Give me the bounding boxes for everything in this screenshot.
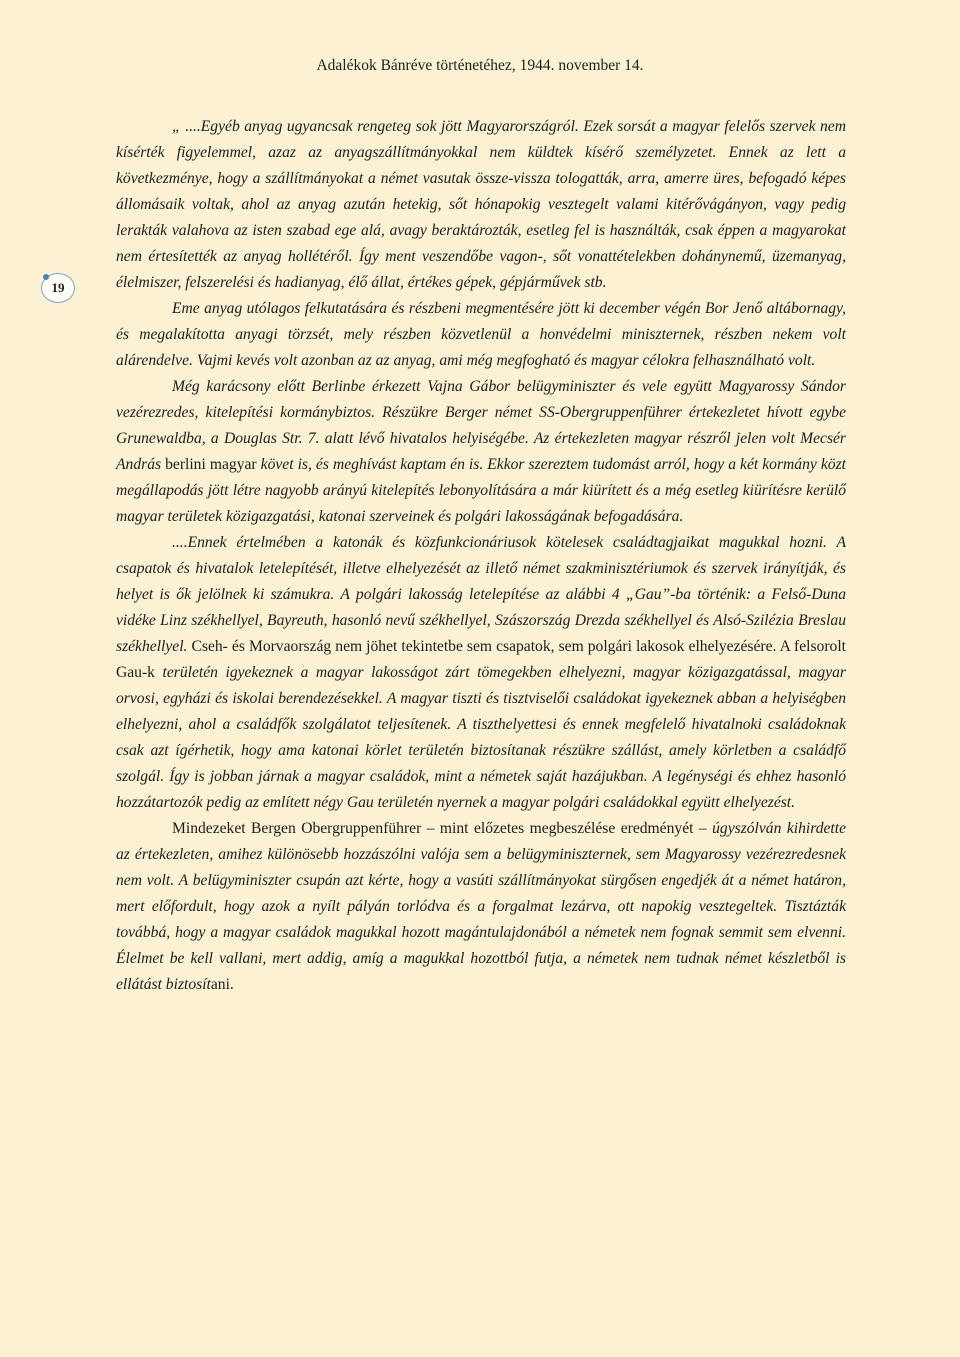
text-run: követ is, és meghívást kaptam én is. Ekkor szereztem tudomást arról, hogy a két kormány közt megállapodás jött létre nagyobb arányú kitelepítés lebonyolítására a már kiürített és a még esetleg kiürítésre kerülő magyar területek közigazgatási, katonai szerveinek és polgári lakosságának befogadására. bbox=[116, 456, 846, 525]
paragraph bbox=[116, 296, 846, 374]
text-run: Mindezeket Bergen Obergruppenführer – mint előzetes megbeszélése eredményét – bbox=[172, 820, 713, 837]
text-run: Még karácsony előtt Berlinbe érkezett Vajna Gábor belügyminiszter és vele együtt Magyarossy Sándor vezérezredes, kitelepítési kormánybiztos. Részükre Berger német SS-Obergruppenführer értekezletet hívott egybe Grunewaldba, a Douglas Str. 7. alatt lévő hivatalos helyiségébe. Az értekezleten magyar részről jelen volt Mecsér András bbox=[116, 378, 846, 473]
text-run: berlini magyar bbox=[161, 456, 261, 473]
paragraph bbox=[116, 816, 846, 998]
page-number: 19 bbox=[51, 280, 65, 295]
text-run: Eme anyag utólagos felkutatására és részbeni megmentésére jött ki december végén Bor Jenő altábornagy, és megalakította anyagi törzsét, mely részben közvetlenül a honvédelmi miniszternek, részben nekem volt alárendelve. Vajmi kevés volt azonban az az anyag, ami még megfogható és magyar célokra felhasználható volt. bbox=[116, 300, 846, 369]
bullet-dot-icon bbox=[43, 274, 49, 280]
text-run: ani. bbox=[210, 976, 234, 993]
text-run: „ ....Egyéb anyag ugyancsak rengeteg sok jött Magyarországról. Ezek sorsát a magyar felelős szervek nem kísérték figyelemmel, azaz az anyagszállítmányokkal nem küldtek kísérő személyzetet. Ennek az lett a következménye, hogy a szállítmányokat a német vasutak össze-vissza tologatták, arra, amerre üres, befogadó képes állomásaik voltak, ahol az anyag azután hetekig, sőt hónapokig vesztegelt valami kitérővágányon, vagy pedig lerakták valahova az isten szabad ege alá, avagy beraktározták, esetleg fel is használták, csak éppen a magyarokat nem értesítették az anyag hollétéről. Így ment veszendőbe vagon-, sőt vonattételekben dohánynemű, üzemanyag, élelmiszer, felszerelési és hadianyag, élő állat, értékes gépek, gépjárművek stb. bbox=[116, 118, 846, 291]
page-number-badge bbox=[41, 273, 75, 303]
paragraph bbox=[116, 374, 846, 530]
running-header: Adalékok Bánréve történetéhez, 1944. november 14. bbox=[316, 57, 644, 74]
text-run: területén igyekeznek a magyar lakosságot zárt tömegekben elhelyezni, magyar közigazgatással, magyar orvosi, egyházi és iskolai berendezésekkel. A magyar tiszti és tisztviselői családokat igyekeznek abban a helyiségben elhelyezni, ahol a családfők szolgálatot teljesítenek. A tiszthelyettesi és ennek megfelelő hivatalnoki családoknak csak azt ígérhetik, hogy ama katonai körlet területén biztosítanak részükre szállást, amely körletben a családfő szolgál. Így is jobban járnak a magyar családok, mint a németek saját hazájukban. A legénységi és ehhez hasonló hozzátartozók pedig az említett négy Gau területén nyernek a magyar polgári családokkal együtt elhelyezést. bbox=[116, 664, 846, 811]
paragraph bbox=[116, 114, 846, 296]
text-run: ....Ennek értelmében a katonák és közfunkcionáriusok kötelesek családtagjaikat magukkal hozni. A csapatok és hivatalok letelepítését, illetve elhelyezését az illető német szakminisztériumok és szervek irányítják, és helyet is ők jelölnek ki számukra. A polgári lakosság letelepítése az alábbi 4 „Gau”-ba történik: a Felső-Duna vidéke Linz székhellyel, Bayreuth, hasonló nevű székhellyel, Szászország Drezda székhellyel és Alsó-Szilézia Breslau székhellyel. bbox=[116, 534, 846, 655]
text-run: Cseh- és Morvaország nem jöhet tekintetbe sem csapatok, sem polgári lakosok elhelyezésére. A felsorolt Gau-k bbox=[116, 638, 846, 681]
text-run: úgyszólván kihirdette az értekezleten, amihez különösebb hozzászólni valója sem a belügyminiszternek, sem Magyarossy vezérezredesnek nem volt. A belügyminiszter csupán azt kérte, hogy a vasúti szállítmányokat sürgősen engedjék át a német határon, mert előfordult, hogy azok a nyílt pályán torlódva és a forgalmat lezárva, ott napokig vesztegeltek. Tisztázták továbbá, hogy a magyar családok magukkal hozott magántulajdonából a németek nem fognak semmit sem elvenni. Élelmet be kell vallani, mert addig, amíg a magukkal hozottból futja, a németek nem tudnak német készletből is ellátást biztosít bbox=[116, 820, 847, 993]
body-text bbox=[116, 114, 846, 998]
paragraph bbox=[116, 530, 846, 816]
